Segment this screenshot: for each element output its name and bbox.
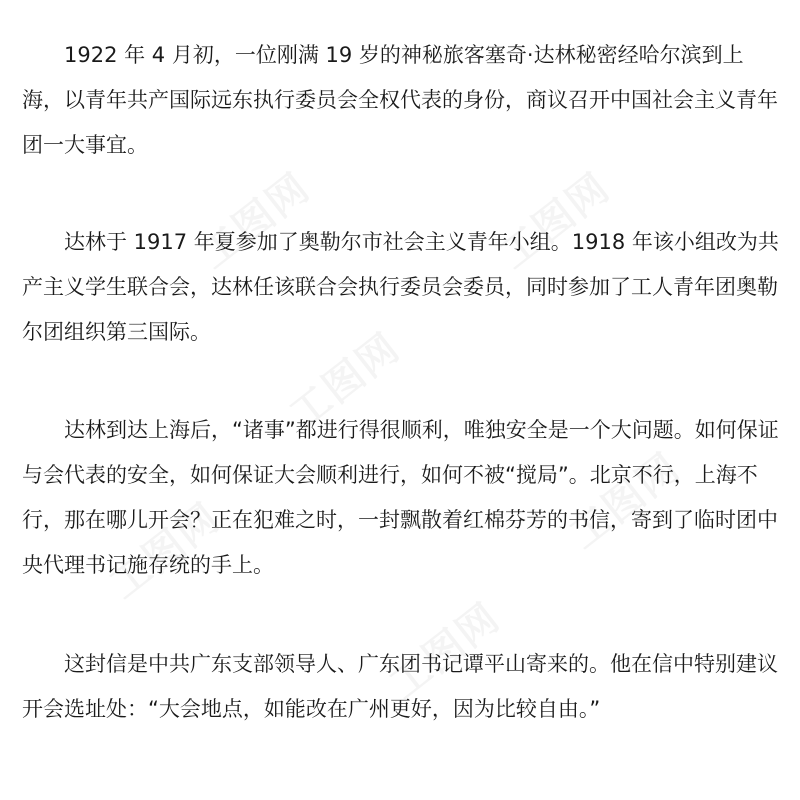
paragraph-2: 达林于 1917 年夏参加了奥勒尔市社会主义青年小组。1918 年该小组改为共产主义学生联合会，达林任该联合会执行委员会委员，同时参加了工人青年团奥勒尔团组织第三国际。 bbox=[22, 230, 779, 344]
paragraph-3: 达林到达上海后，“诸事”都进行得很顺利，唯独安全是一个大问题。如何保证与会代表的安全，如何保证大会顺利进行，如何不被“搅局”。北京不行，上海不行，那在哪儿开会？正在犯难之时，一封飘散着红棉芬芳的书信，寄到了临时团中央代理书记施存统的手上。 bbox=[22, 418, 779, 577]
paragraph-1: 1922 年 4 月初，一位刚满 19 岁的神秘旅客塞奇·达林秘密经哈尔滨到上海，以青年共产国际远东执行委员会全权代表的身份，商议召开中国社会主义青年团一大事宜。 bbox=[22, 43, 778, 157]
paragraph-4: 这封信是中共广东支部领导人、广东团书记谭平山寄来的。他在信中特别建议开会选址处：“大会地点，如能改在广州更好，因为比较自由。” bbox=[22, 652, 778, 721]
